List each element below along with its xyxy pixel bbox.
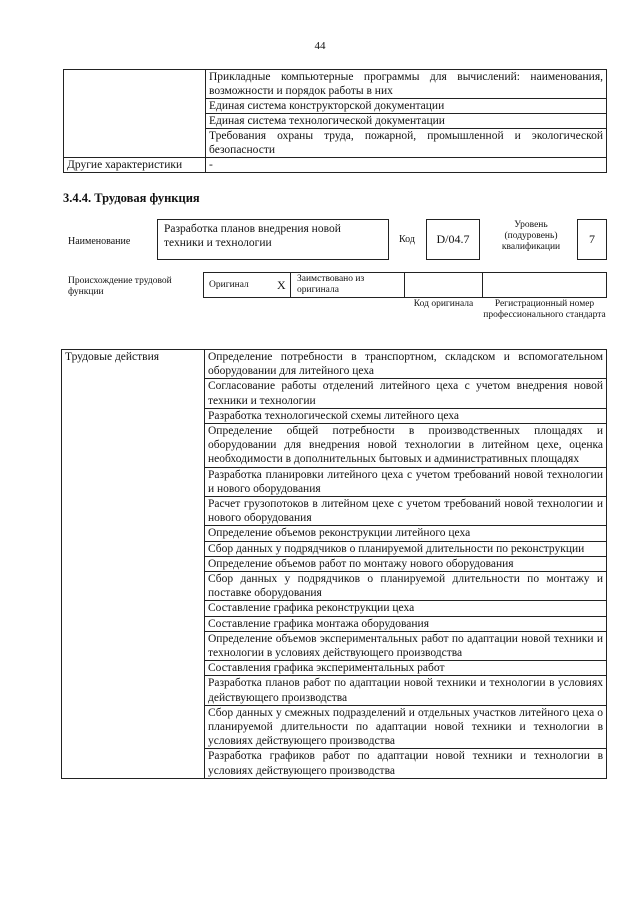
reg-number-cell — [482, 272, 607, 298]
knowledge-table — [63, 69, 607, 173]
labor-action-item: Составление графика реконструкции цеха — [205, 601, 607, 616]
other-characteristics-label: Другие характеристики — [64, 158, 206, 173]
knowledge-item: Требования охраны труда, пожарной, промышленной и экологической безопасности — [206, 129, 607, 158]
qualification-level: 7 — [577, 219, 607, 260]
code-label: Код — [399, 234, 415, 245]
other-characteristics-value: - — [206, 158, 607, 173]
labor-actions-label: Трудовые действия — [62, 350, 205, 779]
original-cell — [203, 272, 291, 298]
labor-action-item: Разработка планов работ по адаптации новой техники и технологии в условиях действующего производства — [205, 676, 607, 705]
labor-action-item: Определение потребности в транспортном, складском и вспомогательном оборудовании для литейного цеха — [205, 350, 607, 379]
code-original-caption: Код оригинала — [413, 299, 474, 309]
labor-action-item: Определение объемов реконструкции литейного цеха — [205, 526, 607, 541]
labor-actions-table — [61, 349, 607, 779]
borrowed-cell — [290, 272, 405, 298]
labor-action-item: Определение объемов работ по монтажу нового оборудования — [205, 556, 607, 571]
borrowed-label: Заимствовано из оригинала — [297, 274, 365, 295]
origin-label: Происхождение трудовой функции — [68, 276, 172, 297]
knowledge-item: Прикладные компьютерные программы для вычислений: наименования, возможности и порядок работы в них — [206, 70, 607, 99]
table-row — [62, 350, 607, 379]
labor-action-item: Составления графика экспериментальных работ — [205, 661, 607, 676]
function-code: D/04.7 — [426, 219, 480, 260]
level-label: Уровень (подуровень) квалификации — [501, 220, 561, 252]
knowledge-item: Единая система конструкторской документации — [206, 99, 607, 114]
reg-number-caption: Регистрационный номер профессионального стандарта — [483, 299, 606, 320]
labor-action-item: Сбор данных у смежных подразделений и отдельных участков литейного цеха о планируемой длительности по адаптации новой техники и технологии в условиях действующего производства — [205, 705, 607, 749]
section-title: 3.4.4. Трудовая функция — [63, 191, 200, 205]
labor-action-item: Разработка планировки литейного цеха с учетом требований новой технологии и нового оборудования — [205, 467, 607, 496]
labor-action-item: Составление графика монтажа оборудования — [205, 616, 607, 631]
original-mark: X — [277, 278, 286, 292]
page-number: 44 — [314, 40, 326, 52]
labor-action-item: Разработка технологической схемы литейного цеха — [205, 408, 607, 423]
labor-action-item: Сбор данных у подрядчиков о планируемой длительности по монтажу и поставке оборудования — [205, 572, 607, 601]
name-label: Наименование — [68, 236, 131, 247]
code-original-cell — [404, 272, 483, 298]
labor-action-item: Определение общей потребности в производственных площадях и оборудовании для внедрения новой технологии в литейном цехе, оценка необходимости в дополнительных бытовых и административных площадях — [205, 424, 607, 468]
labor-action-item: Сбор данных у подрядчиков о планируемой длительности по реконструкции — [205, 541, 607, 556]
labor-action-item: Разработка графиков работ по адаптации новой техники и технологии в условиях действующего производства — [205, 749, 607, 778]
empty-label-cell — [64, 70, 206, 158]
function-name: Разработка планов внедрения новой техники и технологии — [157, 219, 389, 260]
labor-action-item: Расчет грузопотоков в литейном цехе с учетом требований новой технологии и нового оборудования — [205, 497, 607, 526]
labor-action-item: Определение объемов экспериментальных работ по адаптации новой техники и технологии в условиях действующего производства — [205, 631, 607, 660]
labor-action-item: Согласование работы отделений литейного цеха с учетом внедрения новой техники и технологии — [205, 379, 607, 408]
knowledge-item: Единая система технологической документации — [206, 114, 607, 129]
original-label: Оригинал — [209, 280, 249, 290]
